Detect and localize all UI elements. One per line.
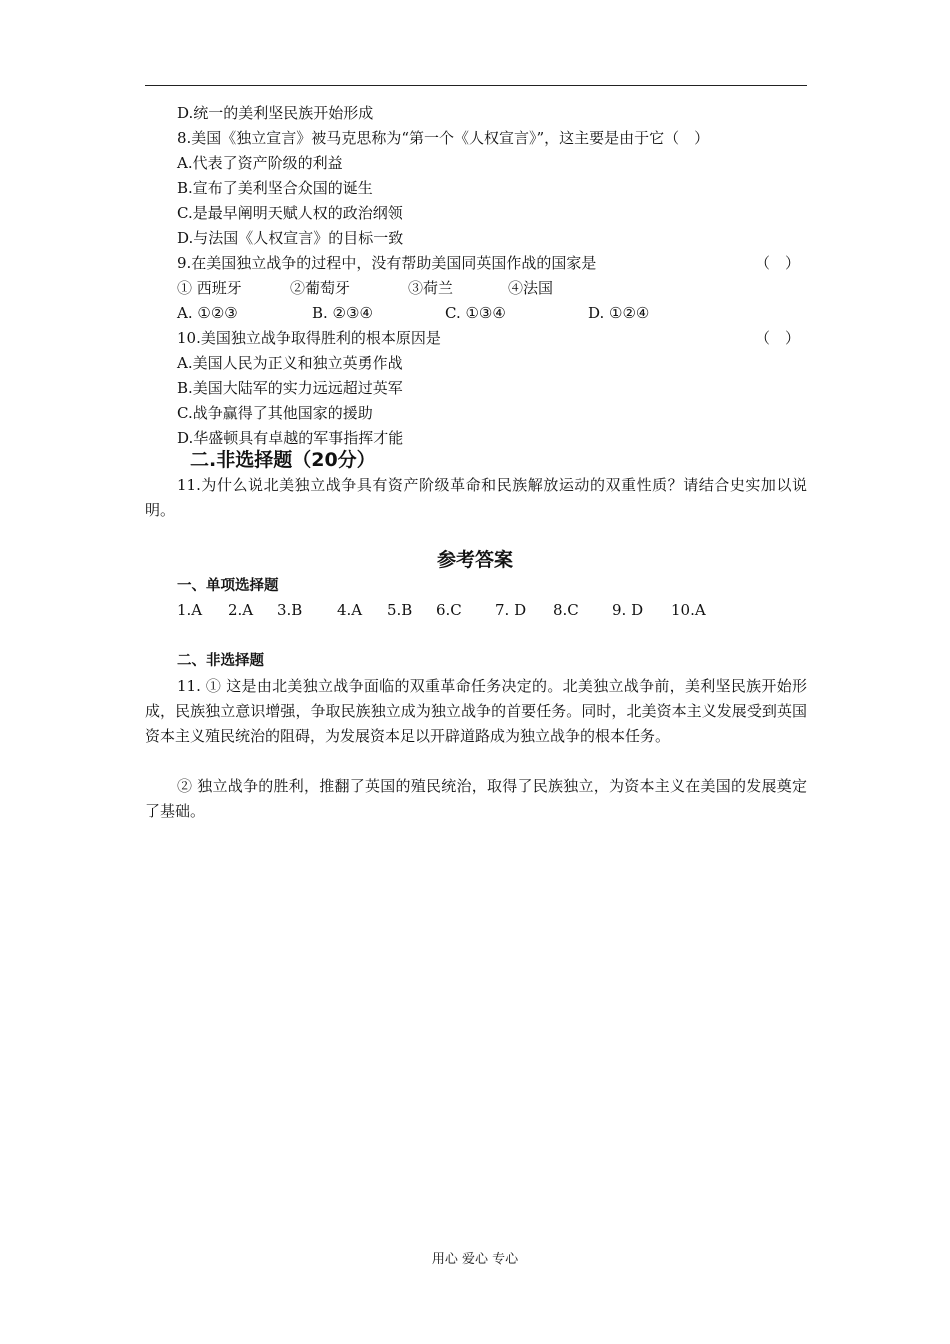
q9-answer-paren: （ ） — [755, 254, 801, 272]
answer-10: 10.A — [671, 601, 706, 619]
answer-1: 1.A — [177, 601, 203, 619]
q7-option-d: D.统一的美利坚民族开始形成 — [177, 104, 374, 122]
answer-7: 7. D — [495, 601, 527, 619]
header-rule — [145, 85, 807, 86]
q10-answer-paren: （ ） — [755, 329, 801, 347]
q9-item-2: ②葡萄牙 — [290, 279, 351, 297]
answer-2: 2.A — [228, 601, 254, 619]
q8-option-b: B.宣布了美利坚合众国的诞生 — [177, 179, 373, 197]
q10-option-c: C.战争赢得了其他国家的援助 — [177, 404, 373, 422]
section-2-heading: 二.非选择题（20分） — [190, 449, 376, 471]
q10-option-b: B.美国大陆军的实力远远超过英军 — [177, 379, 403, 397]
q10-option-a: A.美国人民为正义和独立英勇作战 — [177, 354, 403, 372]
question-9: 9.在美国独立战争的过程中，没有帮助美国同英国作战的国家是 — [177, 254, 597, 272]
q9-item-3: ③荷兰 — [408, 279, 454, 297]
q9-item-1: ① 西班牙 — [177, 279, 242, 297]
q8-option-c: C.是最早阐明天赋人权的政治纲领 — [177, 204, 403, 222]
q9-option-c: C. ①③④ — [445, 304, 506, 322]
q8-option-a: A.代表了资产阶级的利益 — [177, 154, 343, 172]
question-10: 10.美国独立战争取得胜利的根本原因是 — [177, 329, 441, 347]
answer-section-1-heading: 一、单项选择题 — [177, 578, 279, 594]
answer-9: 9. D — [612, 601, 644, 619]
q9-option-d: D. ①②④ — [588, 304, 650, 322]
answer-5: 5.B — [387, 601, 413, 619]
q9-item-4: ④法国 — [508, 279, 554, 297]
answer-8: 8.C — [553, 601, 579, 619]
q10-option-d: D.华盛顿具有卓越的军事指挥才能 — [177, 429, 404, 447]
answer-title: 参考答案 — [436, 549, 513, 571]
answer-6: 6.C — [436, 601, 462, 619]
q8-option-d: D.与法国《人权宣言》的目标一致 — [177, 229, 404, 247]
question-11: 11.为什么说北美独立战争具有资产阶级革命和民族解放运动的双重性质？请结合史实加以说明。 — [145, 476, 807, 519]
q9-option-b: B. ②③④ — [312, 304, 373, 322]
q9-option-a: A. ①②③ — [177, 304, 238, 322]
answer-section-2-heading: 二、非选择题 — [177, 653, 264, 669]
answer-3: 3.B — [277, 601, 303, 619]
answer-11-paragraph-2: ② 独立战争的胜利，推翻了英国的殖民统治，取得了民族独立，为资本主义在美国的发展奠定了基础。 — [145, 777, 807, 820]
answer-11-paragraph-1: 11. ① 这是由北美独立战争面临的双重革命任务决定的。北美独立战争前，美利坚民族开始形成，民族独立意识增强，争取民族独立成为独立战争的首要任务。同时，北美资本主义发展受到英国资本主义殖民统治的阻碍，为发展资本足以开辟道路成为独立战争的根本任务。 — [145, 677, 807, 745]
page-footer: 用心 爱心 专心 — [431, 1252, 519, 1267]
answer-4: 4.A — [337, 601, 363, 619]
question-8: 8.美国《独立宣言》被马克思称为“第一个《人权宣言》”，这主要是由于它（ ） — [177, 129, 710, 147]
